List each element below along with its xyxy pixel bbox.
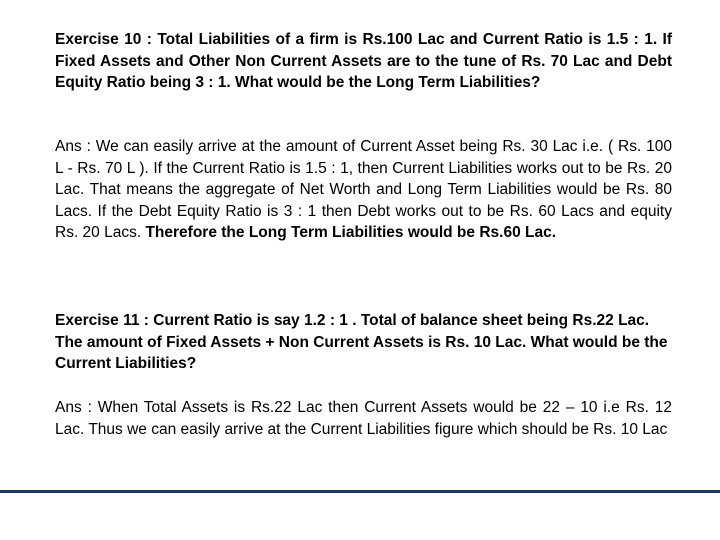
exercise-10-answer (55, 136, 672, 244)
exercise-11-question: Exercise 11 : Current Ratio is say 1.2 : 1 . Total of balance sheet being Rs.22 Lac. The amount of Fixed Assets + Non Current Assets is Rs. 10 Lac. What would be the Current Liabilities? (55, 312, 668, 373)
exercise-10-answer-conclusion: Therefore the Long Term Liabilities would be Rs.60 Lac. (145, 224, 557, 242)
exercise-10-question: Exercise 10 : Total Liabilities of a firm is Rs.100 Lac and Current Ratio is 1.5 : 1. If Fixed Assets and Other Non Current Assets are to the tune of Rs. 70 Lac and Debt Equity Ratio being 3 : 1. What would be the Long Term Liabilities? (55, 31, 672, 92)
exercise-10-answer-text: Ans : We can easily arrive at the amount of Current Asset being Rs. 30 Lac i.e. ( Rs. 100 L - Rs. 70 L ). If the Current Ratio is 1.5 : 1, then Current Liabilities works out to be Rs. 20 Lac. That means the aggregate of Net Worth and Long Term Liabilities would be Rs. 80 Lacs. If the Debt Equity Ratio is 3 : 1 then Debt works out to be Rs. 60 Lacs and equity Rs. 20 Lacs. (55, 138, 672, 242)
bottom-divider (0, 490, 720, 493)
exercise-11-answer: Ans : When Total Assets is Rs.22 Lac then Current Assets would be 22 – 10 i.e Rs. 12 Lac. Thus we can easily arrive at the Current Liabilities figure which should be Rs. 10 Lac (55, 399, 672, 438)
